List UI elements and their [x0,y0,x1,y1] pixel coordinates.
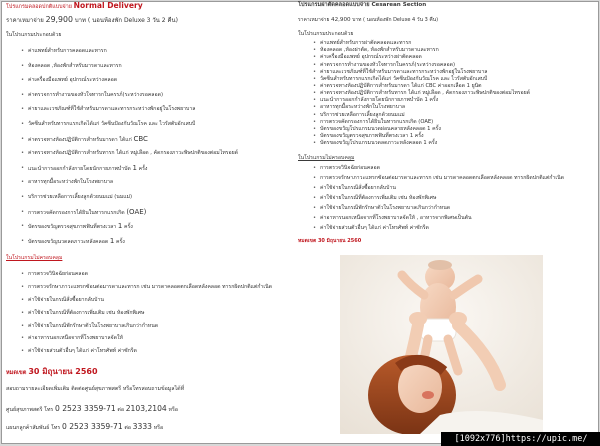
price-line [6,16,294,24]
includes-heading: ในโปรแกรมประกอบด้วย [6,32,62,39]
item-text: บัตรของขวัญนวดลดภาวะหลังคลอด [28,238,109,245]
item-text: ค่าตรวจทางห้องปฏิบัติการสำหรับมารดา ได้แก่ [28,136,132,143]
cesarean-column [298,2,598,246]
contact-ext-label: ต่อ [117,406,125,413]
contact-phone: 0 2523 3359-71 [54,403,116,413]
item-text: วัคซีนสำหรับทารกแรกเกิดได้แก่ วัคซีนป้องกันวัณโรค และ ไวรัสตับอักเสบบี [28,121,196,128]
list-item: • ค่ายาและเวชภัณฑ์ที่ใช้สำหรับมารดาและทารกระหว่างพักอยู่ในโรงพยาบาล [320,69,598,76]
list-item: • อาหารทุกมื้อระหว่างพักในโรงพยาบาล [320,104,598,111]
list-item: • ค่าตรวจการทำงานของหัวใจทารกในครรภ์(ระหว่างรอคลอด) [320,62,598,69]
contact-label: แผนกลูกค้าสัมพันธ์ โทร [6,424,61,431]
item-text: อาหารทุกมื้อระหว่างพักในโรงพยาบาล [28,179,114,186]
list-item [28,192,294,207]
cesarean-title-text: โปรแกรมผ่าตัดคลอดแบบจ่าย Cesarean Section [298,2,427,8]
list-item: • การตรวจวินิจฉัยก่อนคลอด [28,270,294,283]
cesarean-price-value: 42,900 [331,17,351,23]
list-item: • ค่าใช้จ่ายในกรณีพักรักษาตัวในโรงพยาบาลเกินกว่ากำหนด [28,322,294,335]
item-text: บริการช่วยเหลือการเลี้ยงลูกด้วยนมแม่ (นมแม่) [28,194,133,201]
contact-lines [6,405,294,437]
item-text: ห้องคลอด ,ห้องพักสำหรับมารดาและทารก [28,62,122,69]
normal-delivery-title [6,2,294,14]
list-item: • ค่าใช้จ่ายส่วนตัวอื่นๆ ได้แก่ ค่าโทรศัพท์ ค่าซักรีด [28,347,294,360]
item-text: ค่าแพทย์สำหรับการคลอดและทารก [28,48,107,55]
item-number: CBC [133,134,148,143]
list-item: • ค่าอาหารนอกเหนือจากที่โรงพยาบาลจัดให้ , อาหารจากพิเศษเป็นต้น [320,215,598,225]
list-item: • วัคซีนสำหรับทารกแรกเกิดได้แก่ วัคซีนป้องกันวัณโรค และ ไวรัสตับอักเสบบี [320,76,598,83]
list-item: • การตรวจรักษาภาวะแทรกซ้อนต่อมารดาและทารก เช่น มารดาคลอดตกเลือดหลังคลอด ทารกผิดปกติแต่กำเนิด [28,283,294,296]
list-item: • การตรวจวินิจฉัยก่อนคลอด [320,165,598,175]
excludes-list [6,270,294,360]
item-suffix: ครั้ง [138,165,148,172]
list-item: • บัตรของขวัญโปรแกรมนวดผ่อนคลายหลังคลอด 1 ครั้ง [320,126,598,133]
item-number: 1 [117,222,123,231]
price-prefix: ราคาเหมาจ่าย [6,17,44,24]
deadline-prefix: หมดเขต [6,369,27,376]
title-prefix: โปรแกรมคลอดปกติแบบจ่าย [6,4,72,10]
watermark-badge: [1092x776]https://upic.me/ [441,432,600,446]
list-item [28,207,294,222]
price-value: 29,900 [45,15,73,24]
list-item [28,46,294,61]
cesarean-price-suffix: บาท ( นอนห้องพัก Deluxe 4 วัน 3 คืน) [352,17,439,23]
contact-ext: 3333 [132,421,152,431]
list-item [28,75,294,90]
deadline-date: 30 มิถุนายน 2560 [28,366,98,376]
list-item [28,90,294,105]
contact-line [6,405,294,419]
promotion-page [1,1,599,444]
item-text: ค่ายาและเวชภัณฑ์ที่ใช้สำหรับมารดาและทารกระหว่างพักอยู่ในโรงพยาบาล [28,106,196,113]
list-item [28,104,294,119]
item-text: แนะนำการออกกำลังกายโดยนักกายภาพบำบัด [28,165,131,172]
list-item: • ค่าใช้จ่ายในกรณีที่ต้องการเพิ่มเติม เช่น ห้องพักพิเศษ [28,309,294,322]
list-item: • ค่าใช้จ่ายส่วนตัวอื่นๆ ได้แก่ ค่าโทรศัพท์ ค่าซักรีด [320,225,598,235]
item-number: (OAE) [126,207,147,216]
list-item: • ค่าแพทย์สำหรับการผ่าตัดคลอดและทารก [320,40,598,47]
list-item: • บัตรของขวัญตรวจสุขภาพฟันที่ตรงเวลา 1 ครั้ง [320,133,598,140]
excludes-heading: ในโปรแกรมไม่ครอบคลุม [6,255,63,262]
cesarean-includes-list [298,40,598,147]
list-item: • บัตรของขวัญโปรแกรมนวดลดภาวะหลังคลอด 1 ครั้ง [320,140,598,147]
list-item: • แนะนำการออกกำลังกายโดยนักกายภาพบำบัด 1 ครั้ง [320,97,598,104]
cesarean-includes-heading: ในโปรแกรมประกอบด้วย [298,31,354,38]
list-item: • การตรวจคัดกรองการได้ยินในทารกแรกเกิด (OAE) [320,119,598,126]
list-item: • ค่าใช้จ่ายในกรณีพักรักษาตัวในโรงพยาบาลเกินกว่ากำหนด [320,205,598,215]
cesarean-excludes-heading: ในโปรแกรมไม่ครอบคลุม [298,155,355,162]
list-item: • ห้องคลอด ,ห้องผ่าตัด, ห้องพักสำหรับมารดาและทารก [320,47,598,54]
item-text: ค่าตรวจทางห้องปฏิบัติการสำหรับทารก ได้แก่ หมู่เลือด , คัดกรองภาวะพิษปกติของต่อมไทรอยด์ [28,150,239,157]
item-number: 1 [109,236,115,245]
title-main: Normal Delivery [73,1,143,10]
contact-label: ศูนย์สุขภาพสตรี โทร [6,406,54,413]
list-item [28,134,294,149]
item-text: บัตรของขวัญตรวจสุขภาพฟันที่ตรงเวลา [28,224,117,231]
includes-list [6,46,294,250]
contact-ext-label: ต่อ [124,424,131,431]
list-item: • บริการช่วยเหลือการเลี้ยงลูกด้วยนมแม่ [320,112,598,119]
contact-ext: 2103,2104 [125,403,167,413]
list-item [28,119,294,134]
item-number: 1 [132,163,137,172]
list-item: • ค่าตรวจทางห้องปฏิบัติการสำหรับมารดา ได้แก่ CBC ค่าออกเลือด 1 ยูนิต [320,83,598,90]
list-item [28,148,294,163]
normal-delivery-column [6,2,294,437]
deadline [6,368,294,384]
item-text: การตรวจคัดกรองการได้ยินในทารกแรกเกิด [28,209,125,216]
list-item [28,61,294,76]
list-item [28,236,294,251]
list-item: • ค่าใช้จ่ายในกรณีสั่งซื้อยากลับบ้าน [320,185,598,195]
cesarean-price-line [298,17,598,24]
contact-tail: หรือ [168,406,178,413]
list-item [28,177,294,192]
item-suffix: ครั้ง [115,238,125,245]
list-item: • ค่าใช้จ่ายในกรณีที่ต้องการเพิ่มเติม เช่น ห้องพักพิเศษ [320,195,598,205]
cesarean-title [298,2,598,14]
cesarean-price-prefix: ราคาเหมาจ่าย [298,17,330,23]
list-item: • ค่าตรวจทางห้องปฏิบัติการสำหรับทารก ได้แก่ หมู่เลือด , คัดกรองภาวะพิษปกติของต่อมไทรอยด์ [320,90,598,97]
item-text: ค่าเครื่องมือแพทย์ อุปกรณ์ระหว่างคลอด [28,77,118,84]
list-item [28,221,294,236]
list-item: • การตรวจรักษาภาวะแทรกซ้อนต่อมารดาและทารก เช่น มารดาคลอดตกเลือดหลังคลอด ทารกผิดปกติแต่กำเนิด [320,175,598,185]
contact-line [6,423,294,437]
list-item: • ค่าเครื่องมือแพทย์ อุปกรณ์ระหว่างผ่าตัดคลอด [320,54,598,61]
item-suffix: ครั้ง [123,224,133,231]
mother-lifting-baby-photo [340,255,543,434]
contact-intro: สอบถามรายละเอียดเพิ่มเติม ติดต่อศูนย์สุขภาพสตรี หรือโทรสอบถามข้อมูลได้ที่ [6,385,185,392]
list-item: • ค่าอาหารนอกเหนือจากที่โรงพยาบาลจัดให้ [28,334,294,347]
item-text: ค่าตรวจการทำงานของหัวใจทารกในครรภ์(ระหว่างรอคลอด) [28,91,163,98]
list-item: • ค่าใช้จ่ายในกรณีสั่งซื้อยากลับบ้าน [28,296,294,309]
list-item [28,163,294,178]
price-suffix: บาท ( นอนห้องพัก Deluxe 3 วัน 2 คืน) [74,17,178,24]
cesarean-deadline: หมดเขต 30 มิถุนายน 2560 [298,238,362,245]
cesarean-excludes-list [298,165,598,234]
contact-phone: 0 2523 3359-71 [61,421,123,431]
contact-tail: หรือ [153,424,164,431]
